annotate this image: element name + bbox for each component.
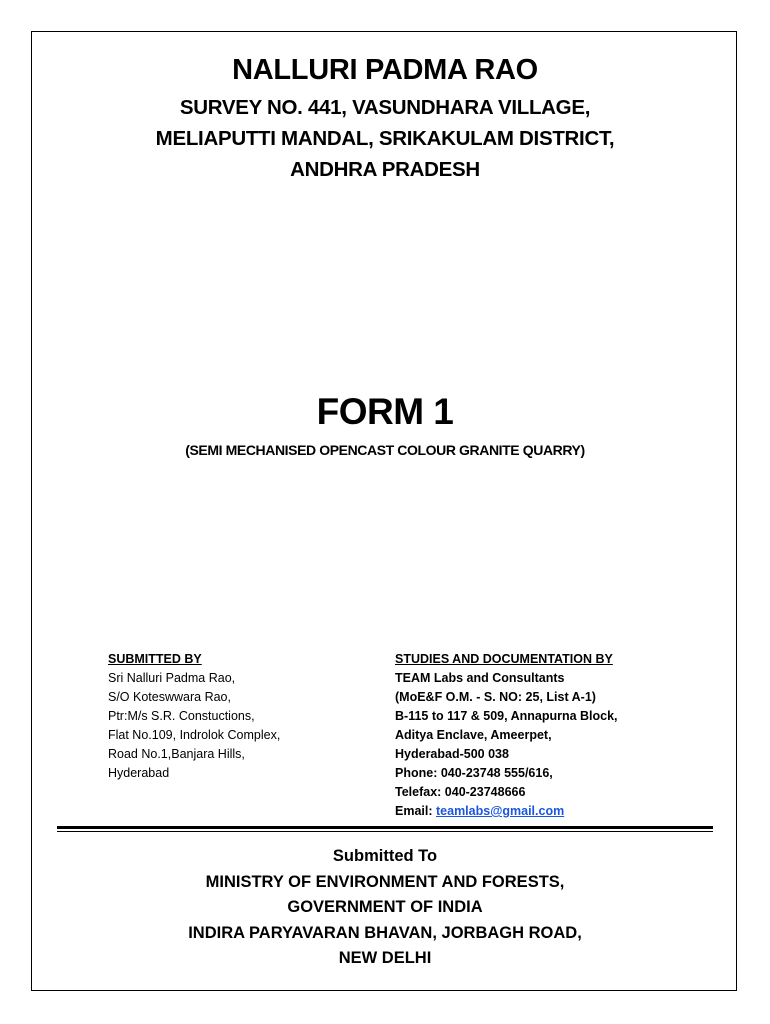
submitted-by-line-1: Sri Nalluri Padma Rao,	[108, 671, 236, 685]
owner-name: NALLURI PADMA RAO	[232, 54, 538, 86]
submitted-to-line-4: NEW DELHI	[338, 949, 432, 967]
submitted-by-line-5: Road No.1,Banjara Hills,	[108, 747, 245, 761]
submitted-to-heading: Submitted To	[332, 847, 438, 865]
address-line-2: MELIAPUTTI MANDAL, SRIKAKULAM DISTRICT,	[155, 127, 615, 150]
email-link[interactable]: teamlabs@gmail.com	[436, 804, 565, 818]
studies-by-line-7: Telefax: 040-23748666	[395, 785, 526, 799]
divider-thick	[57, 826, 713, 829]
submitted-by-line-6: Hyderabad	[108, 766, 170, 780]
submitted-by-line-4: Flat No.109, Indrolok Complex,	[108, 728, 281, 742]
email-line	[395, 802, 725, 821]
submitted-by-heading: SUBMITTED BY	[108, 652, 202, 666]
email-label: Email:	[395, 804, 436, 818]
site-address	[0, 92, 770, 185]
studies-by-line-3: B-115 to 117 & 509, Annapurna Block,	[395, 709, 618, 723]
divider-thin	[57, 831, 713, 832]
address-line-1: SURVEY NO. 441, VASUNDHARA VILLAGE,	[179, 96, 591, 119]
studies-by-block	[395, 650, 725, 821]
submitted-by-line-2: S/O Koteswwara Rao,	[108, 690, 231, 704]
form-subtitle: (SEMI MECHANISED OPENCAST COLOUR GRANITE QUARRY)	[185, 442, 585, 458]
studies-by-line-4: Aditya Enclave, Ameerpet,	[395, 728, 552, 742]
studies-by-line-1: TEAM Labs and Consultants	[395, 671, 565, 685]
studies-by-line-2: (MoE&F O.M. - S. NO: 25, List A-1)	[395, 690, 596, 704]
submitted-to-line-1: MINISTRY OF ENVIRONMENT AND FORESTS,	[205, 872, 565, 891]
address-line-3: ANDHRA PRADESH	[290, 158, 480, 181]
form-title: FORM 1	[316, 391, 454, 432]
submitted-to-line-2: GOVERNMENT OF INDIA	[287, 898, 483, 916]
studies-by-line-6: Phone: 040-23748 555/616,	[395, 766, 553, 780]
submitted-to-line-3: INDIRA PARYAVARAN BHAVAN, JORBAGH ROAD,	[188, 923, 582, 942]
submitted-by-block	[108, 650, 368, 783]
studies-by-heading: STUDIES AND DOCUMENTATION BY	[395, 652, 613, 666]
submitted-to-block	[0, 844, 770, 972]
studies-by-line-5: Hyderabad-500 038	[395, 747, 509, 761]
submitted-by-line-3: Ptr:M/s S.R. Constuctions,	[108, 709, 255, 723]
